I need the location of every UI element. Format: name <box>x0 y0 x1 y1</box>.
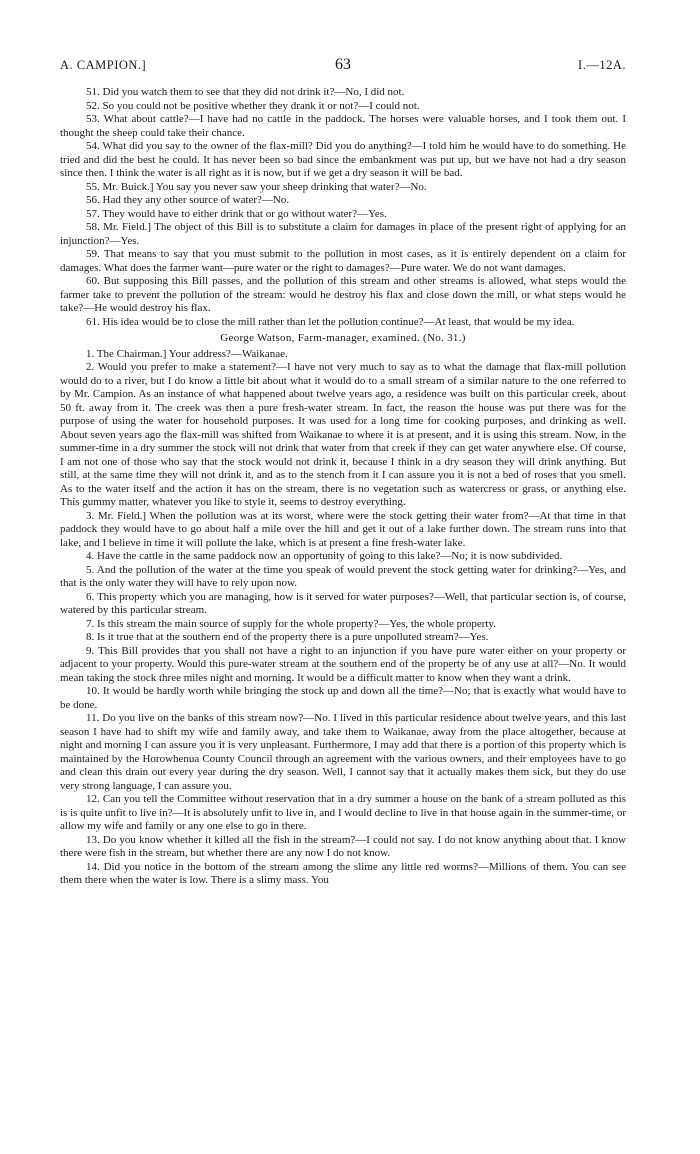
paragraph: 11. Do you live on the banks of this stream now?—No. I lived in this particular residence about twelve years, and this last season I have had to shift my wife and family away, and take them to Waikanae, away from the place altogether, because at night and morning I can assure you it is very unpleasant. Furthermore, I may add that there is a portion of this property which is maintained by the Horowhenua County Council through an agreement with the various owners, and their employees have to go and clean this drain out every year during the dry season. Well, I cannot say that it actually makes them sick, but they do use very strong language, I can assure you. <box>60 712 626 792</box>
paragraph: 53. What about cattle?—I have had no cattle in the paddock. The horses were valuable horses, and I took them out. I thought the sheep could take their chance. <box>60 113 626 139</box>
paragraph: 59. That means to say that you must submit to the pollution in most cases, as it is entirely dependent on a claim for damages. What does the farmer want—pure water or the right to damages?—Pure water. We do not want damages. <box>60 248 626 274</box>
paragraph: 2. Would you prefer to make a statement?—I have not very much to say as to what the damage that flax-mill pollution would do to a river, but I do know a little bit about what it would do to a small stream of a similar nature to the one referred to by Mr. Campion. As an instance of what happened about twelve years ago, a residence was built on this particular creek, about 50 ft. away from it. The creek was then a pure fresh-water stream. In fact, the reason the house was put there was for the purpose of using the water for household purposes. It was used for a long time for cooking purposes, and drinking as well. About seven years ago the flax-mill was shifted from Waikanae to where it is at present, and it is using this stream. Now, in the summer-time in a dry summer the stock will not drink that water from that creek if they can get water anywhere else. Of course, I am not one of those who say that the stock would not drink it, because I think in a dry season they will drink anything. But still, at the same time they will not drink it, and as to the stench from it I can assure you it is not a bed of roses that you smell. As to the water itself and the action it has on the stream, there is no vegetation such as watercress or grass, or anything else. This gummy matter, whatever you like to style it, seems to destroy everything. <box>60 361 626 508</box>
paragraph: 3. Mr. Field.] When the pollution was at its worst, where were the stock getting their water from?—At that time in that paddock they would have to go about half a mile over the hill and get it out of a lake further down. The stream runs into that lake, and I believe in time it will pollute the lake, which is at present a fine fresh-water lake. <box>60 509 626 549</box>
paragraph: 6. This property which you are managing, how is it served for water purposes?—Well, that particular section is, of course, watered by this particular stream. <box>60 590 626 616</box>
paragraph: 13. Do you know whether it killed all the fish in the stream?—I could not say. I do not know anything about that. I know there were fish in the stream, but whether there are any now I do not know. <box>60 833 626 859</box>
paragraph: 60. But supposing this Bill passes, and the pollution of this stream and other streams is allowed, what steps would the farmer take to prevent the pollution of the stream: would he destroy his flax and close down the mill, or what steps would he take?—He would destroy his flax. <box>60 275 626 314</box>
testimony-after <box>60 348 626 888</box>
paragraph: 56. Had they any other source of water?—No. <box>86 194 290 206</box>
paragraph: 1. The Chairman.] Your address?—Waikanae. <box>86 347 288 360</box>
paragraph: 5. And the pollution of the water at the time you speak of would prevent the stock getting water for drinking?—Yes, and that is the only water they will have to rely upon now. <box>60 563 626 589</box>
paragraph: 12. Can you tell the Committee without reservation that in a dry summer a house on the bank of a stream polluted as this is is quite unfit to live in?—It is absolutely unfit to live in, and I would decline to live in that house again in the summer-time, or allow my wife and family or any one else to go in there. <box>60 793 626 832</box>
paragraph: 55. Mr. Buick.] You say you never saw your sheep drinking that water?—No. <box>86 180 427 193</box>
paragraph: 52. So you could not be positive whether they drank it or not?—I could not. <box>86 99 420 112</box>
document-page <box>60 0 626 1154</box>
paragraph: 58. Mr. Field.] The object of this Bill is to substitute a claim for damages in place of the present right of applying for an injunction?—Yes. <box>60 221 626 247</box>
paragraph: 54. What did you say to the owner of the flax-mill? Did you do anything?—I told him he would have to do something. He tried and did the best he could. It has never been so bad since the embankment was put up, but we have not had a dry season since then. I think the water is all right as it is now, but if we get a dry season it will be bad. <box>60 140 626 179</box>
header-author: A. CAMPION.] <box>60 58 147 72</box>
paragraph: 8. Is it true that at the southern end of the property there is a pure unpolluted stream?—Yes. <box>86 631 489 643</box>
paragraph: 7. Is this stream the main source of supply for the whole property?—Yes, the whole property. <box>86 617 496 630</box>
paragraph: 14. Did you notice in the bottom of the stream among the slime any little red worms?—Millions of them. You can see them there when the water is low. There is a slimy mass. You <box>60 860 626 886</box>
document-body <box>60 86 626 888</box>
paragraph: 61. His idea would be to close the mill rather than let the pollution continue?—At least, that would be my idea. <box>86 315 575 328</box>
paragraph: 4. Have the cattle in the same paddock now an opportunity of going to this lake?—No; it is now subdivided. <box>86 550 563 562</box>
paragraph: 10. It would be hardly worth while bringing the stock up and down all the time?—No; that is exactly what would have to be done. <box>60 685 626 711</box>
testimony-before <box>60 86 626 329</box>
header-document-code: I.—12A. <box>578 58 626 72</box>
witness-heading: George Watson, Farm-manager, examined. (No. 31.) <box>220 332 466 344</box>
running-header <box>60 56 626 76</box>
paragraph: 57. They would have to either drink that or go without water?—Yes. <box>86 207 387 220</box>
paragraph: 51. Did you watch them to see that they did not drink it?—No, I did not. <box>86 86 405 98</box>
paragraph: 9. This Bill provides that you shall not have a right to an injunction if you have pure water either on your property or adjacent to your property. Would this pure-water stream at the southern end of the property be of any use at all?—No. It would mean taking the stock three miles night and morning. It would be a difficult matter to know when they want a drink. <box>60 644 626 684</box>
page-number: 63 <box>335 56 351 73</box>
